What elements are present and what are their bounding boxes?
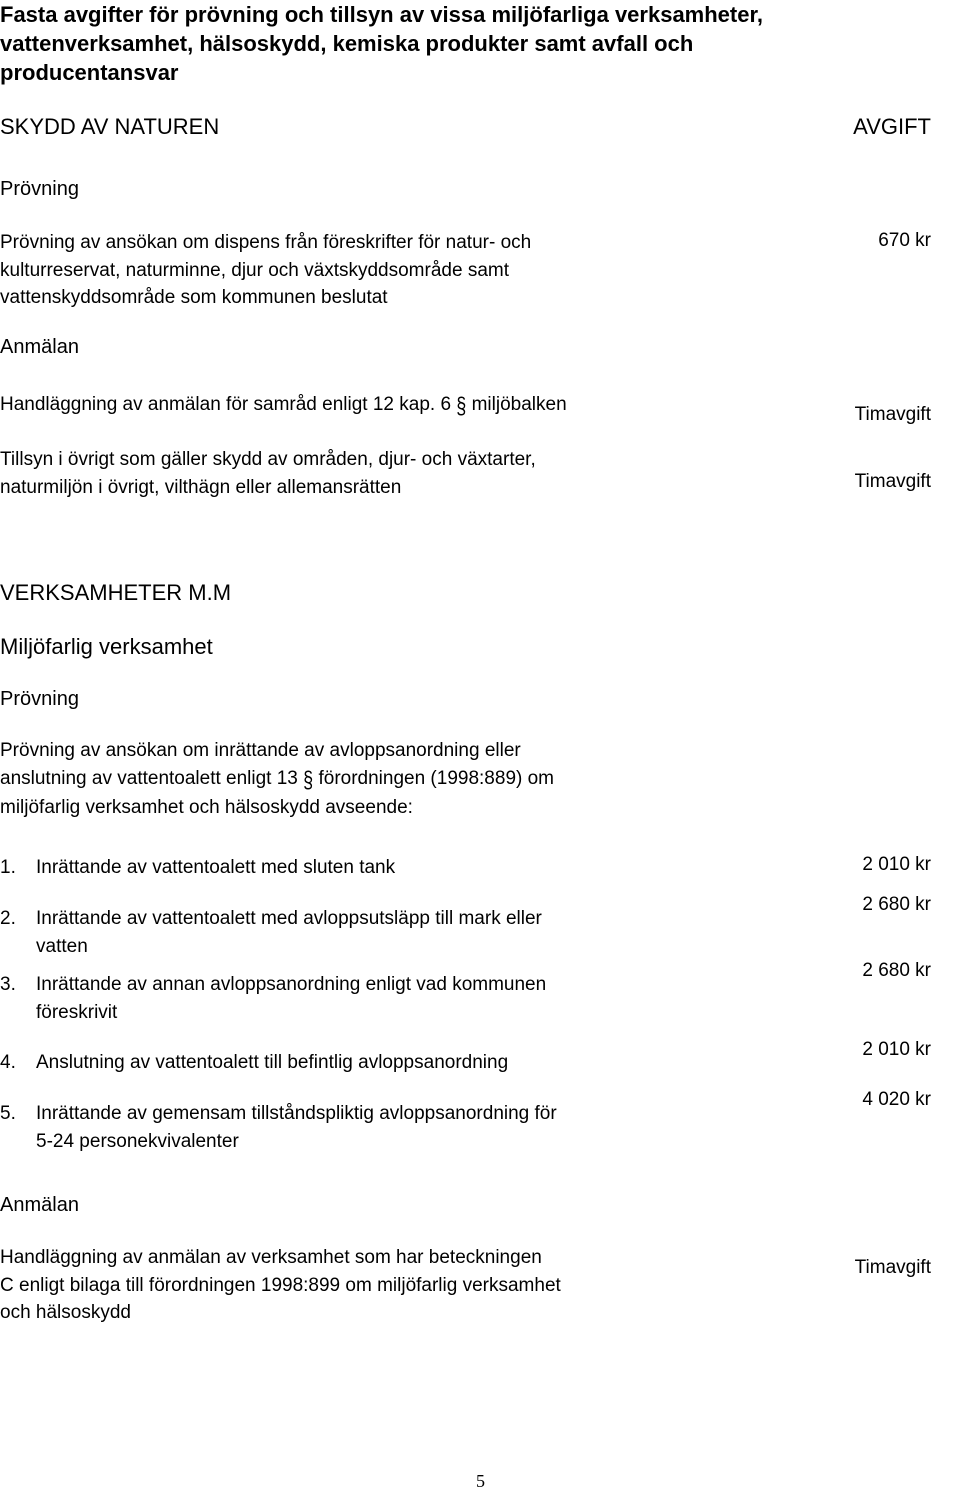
page-number: 5 — [476, 1471, 485, 1491]
fee-item-samrad-text-end: miljöbalken — [471, 394, 567, 415]
fee-amount-samrad: Timavgift — [854, 404, 931, 425]
list-item-number: 3. — [0, 974, 16, 995]
fee-item-anmalan-c-line-2: C enligt bilaga till förordningen 1998:899 om miljöfarlig verksamhet — [0, 1274, 561, 1296]
fee-item-dispens — [0, 229, 531, 312]
document-title-line-1: Fasta avgifter för prövning och tillsyn av vissa miljöfarliga verksamheter, — [0, 2, 763, 27]
avlopp-intro-line-2-start: anslutning av vattentoalett enligt 13 — [0, 767, 298, 789]
list-item-text-cont: vatten — [36, 935, 88, 957]
fee-amount-tillsyn: Timavgift — [854, 471, 931, 492]
fee-item-tillsyn-line-1: Tillsyn i övrigt som gäller skydd av områden, djur- och växtarter, — [0, 449, 536, 470]
avlopp-intro — [0, 737, 554, 822]
list-item-number: 4. — [0, 1052, 16, 1073]
list-item-amount: 2 680 kr — [862, 894, 931, 915]
section-heading-verksamheter: VERKSAMHETER M.M — [0, 580, 232, 605]
section-sign: § — [303, 766, 314, 793]
list-item-text: Inrättande av vattentoalett med avloppsutsläpp till mark eller — [36, 908, 542, 929]
list-item-number: 5. — [0, 1103, 16, 1124]
fee-item-tillsyn-line-2: naturmiljön i övrigt, vilthägn eller allemansrätten — [0, 476, 402, 498]
list-item — [0, 905, 542, 960]
subheading-provning-naturen: Prövning — [0, 178, 79, 200]
avlopp-intro-line-1: Prövning av ansökan om inrättande av avloppsanordning eller — [0, 740, 521, 761]
list-item-text: Inrättande av gemensam tillståndspliktig avloppsanordning för — [36, 1103, 557, 1124]
avlopp-intro-line-3: miljöfarlig verksamhet och hälsoskydd avseende: — [0, 797, 413, 818]
fee-item-samrad-text: Handläggning av anmälan för samråd enligt 12 kap. 6 — [0, 394, 452, 415]
fee-amount-anmalan-c: Timavgift — [854, 1257, 931, 1278]
fee-item-dispens-line-2: kulturreservat, naturminne, djur och växtskyddsområde samt — [0, 259, 509, 281]
fee-item-dispens-line-1: Prövning av ansökan om dispens från föreskrifter för natur- och — [0, 232, 532, 253]
fee-item-anmalan-c-line-1: Handläggning av anmälan av verksamhet som har beteckningen — [0, 1247, 542, 1268]
list-item — [0, 1100, 557, 1155]
fee-item-dispens-line-3: vattenskyddsområde som kommunen beslutat — [0, 287, 388, 308]
subheading-anmalan-naturen: Anmälan — [0, 336, 79, 358]
subheading-provning-verksamheter: Prövning — [0, 688, 79, 710]
fee-item-anmalan-c-line-3: och hälsoskydd — [0, 1302, 131, 1323]
section-heading-skydd-av-naturen: SKYDD AV NATUREN — [0, 114, 220, 139]
list-item — [0, 971, 546, 1026]
list-item-text: Anslutning av vattentoalett till befintlig avloppsanordning — [36, 1052, 509, 1073]
section-sign: § — [456, 392, 467, 419]
document-title-line-2: vattenverksamhet, hälsoskydd, kemiska produkter samt avfall och — [0, 31, 694, 56]
fee-amount-dispens: 670 kr — [878, 230, 931, 251]
fee-item-samrad — [0, 391, 567, 421]
avgift-column-header: AVGIFT — [853, 114, 931, 139]
fee-item-anmalan-c-verksamhet — [0, 1244, 561, 1327]
list-item-text-cont: föreskrivit — [36, 1001, 118, 1023]
list-item-amount: 2 680 kr — [862, 960, 931, 981]
list-item-number: 2. — [0, 908, 16, 929]
list-item — [0, 854, 395, 882]
list-item-text: Inrättande av vattentoalett med sluten tank — [36, 857, 396, 878]
fee-item-tillsyn — [0, 446, 536, 501]
list-item-text: Inrättande av annan avloppsanordning enligt vad kommunen — [36, 974, 547, 995]
avlopp-intro-line-2 — [0, 765, 554, 795]
list-item — [0, 1049, 508, 1077]
list-item-amount: 2 010 kr — [862, 1039, 931, 1060]
avlopp-intro-line-2-end: förordningen (1998:889) om — [318, 767, 555, 789]
document-title-line-3: producentansvar — [0, 60, 179, 85]
subheading-anmalan-verksamheter: Anmälan — [0, 1194, 79, 1216]
list-item-number: 1. — [0, 857, 16, 878]
list-item-text-cont: 5-24 personekvivalenter — [36, 1130, 239, 1152]
subheading-miljofarlig-verksamhet: Miljöfarlig verksamhet — [0, 634, 213, 659]
list-item-amount: 2 010 kr — [862, 854, 931, 875]
list-item-amount: 4 020 kr — [862, 1089, 931, 1110]
document-title — [0, 0, 763, 87]
